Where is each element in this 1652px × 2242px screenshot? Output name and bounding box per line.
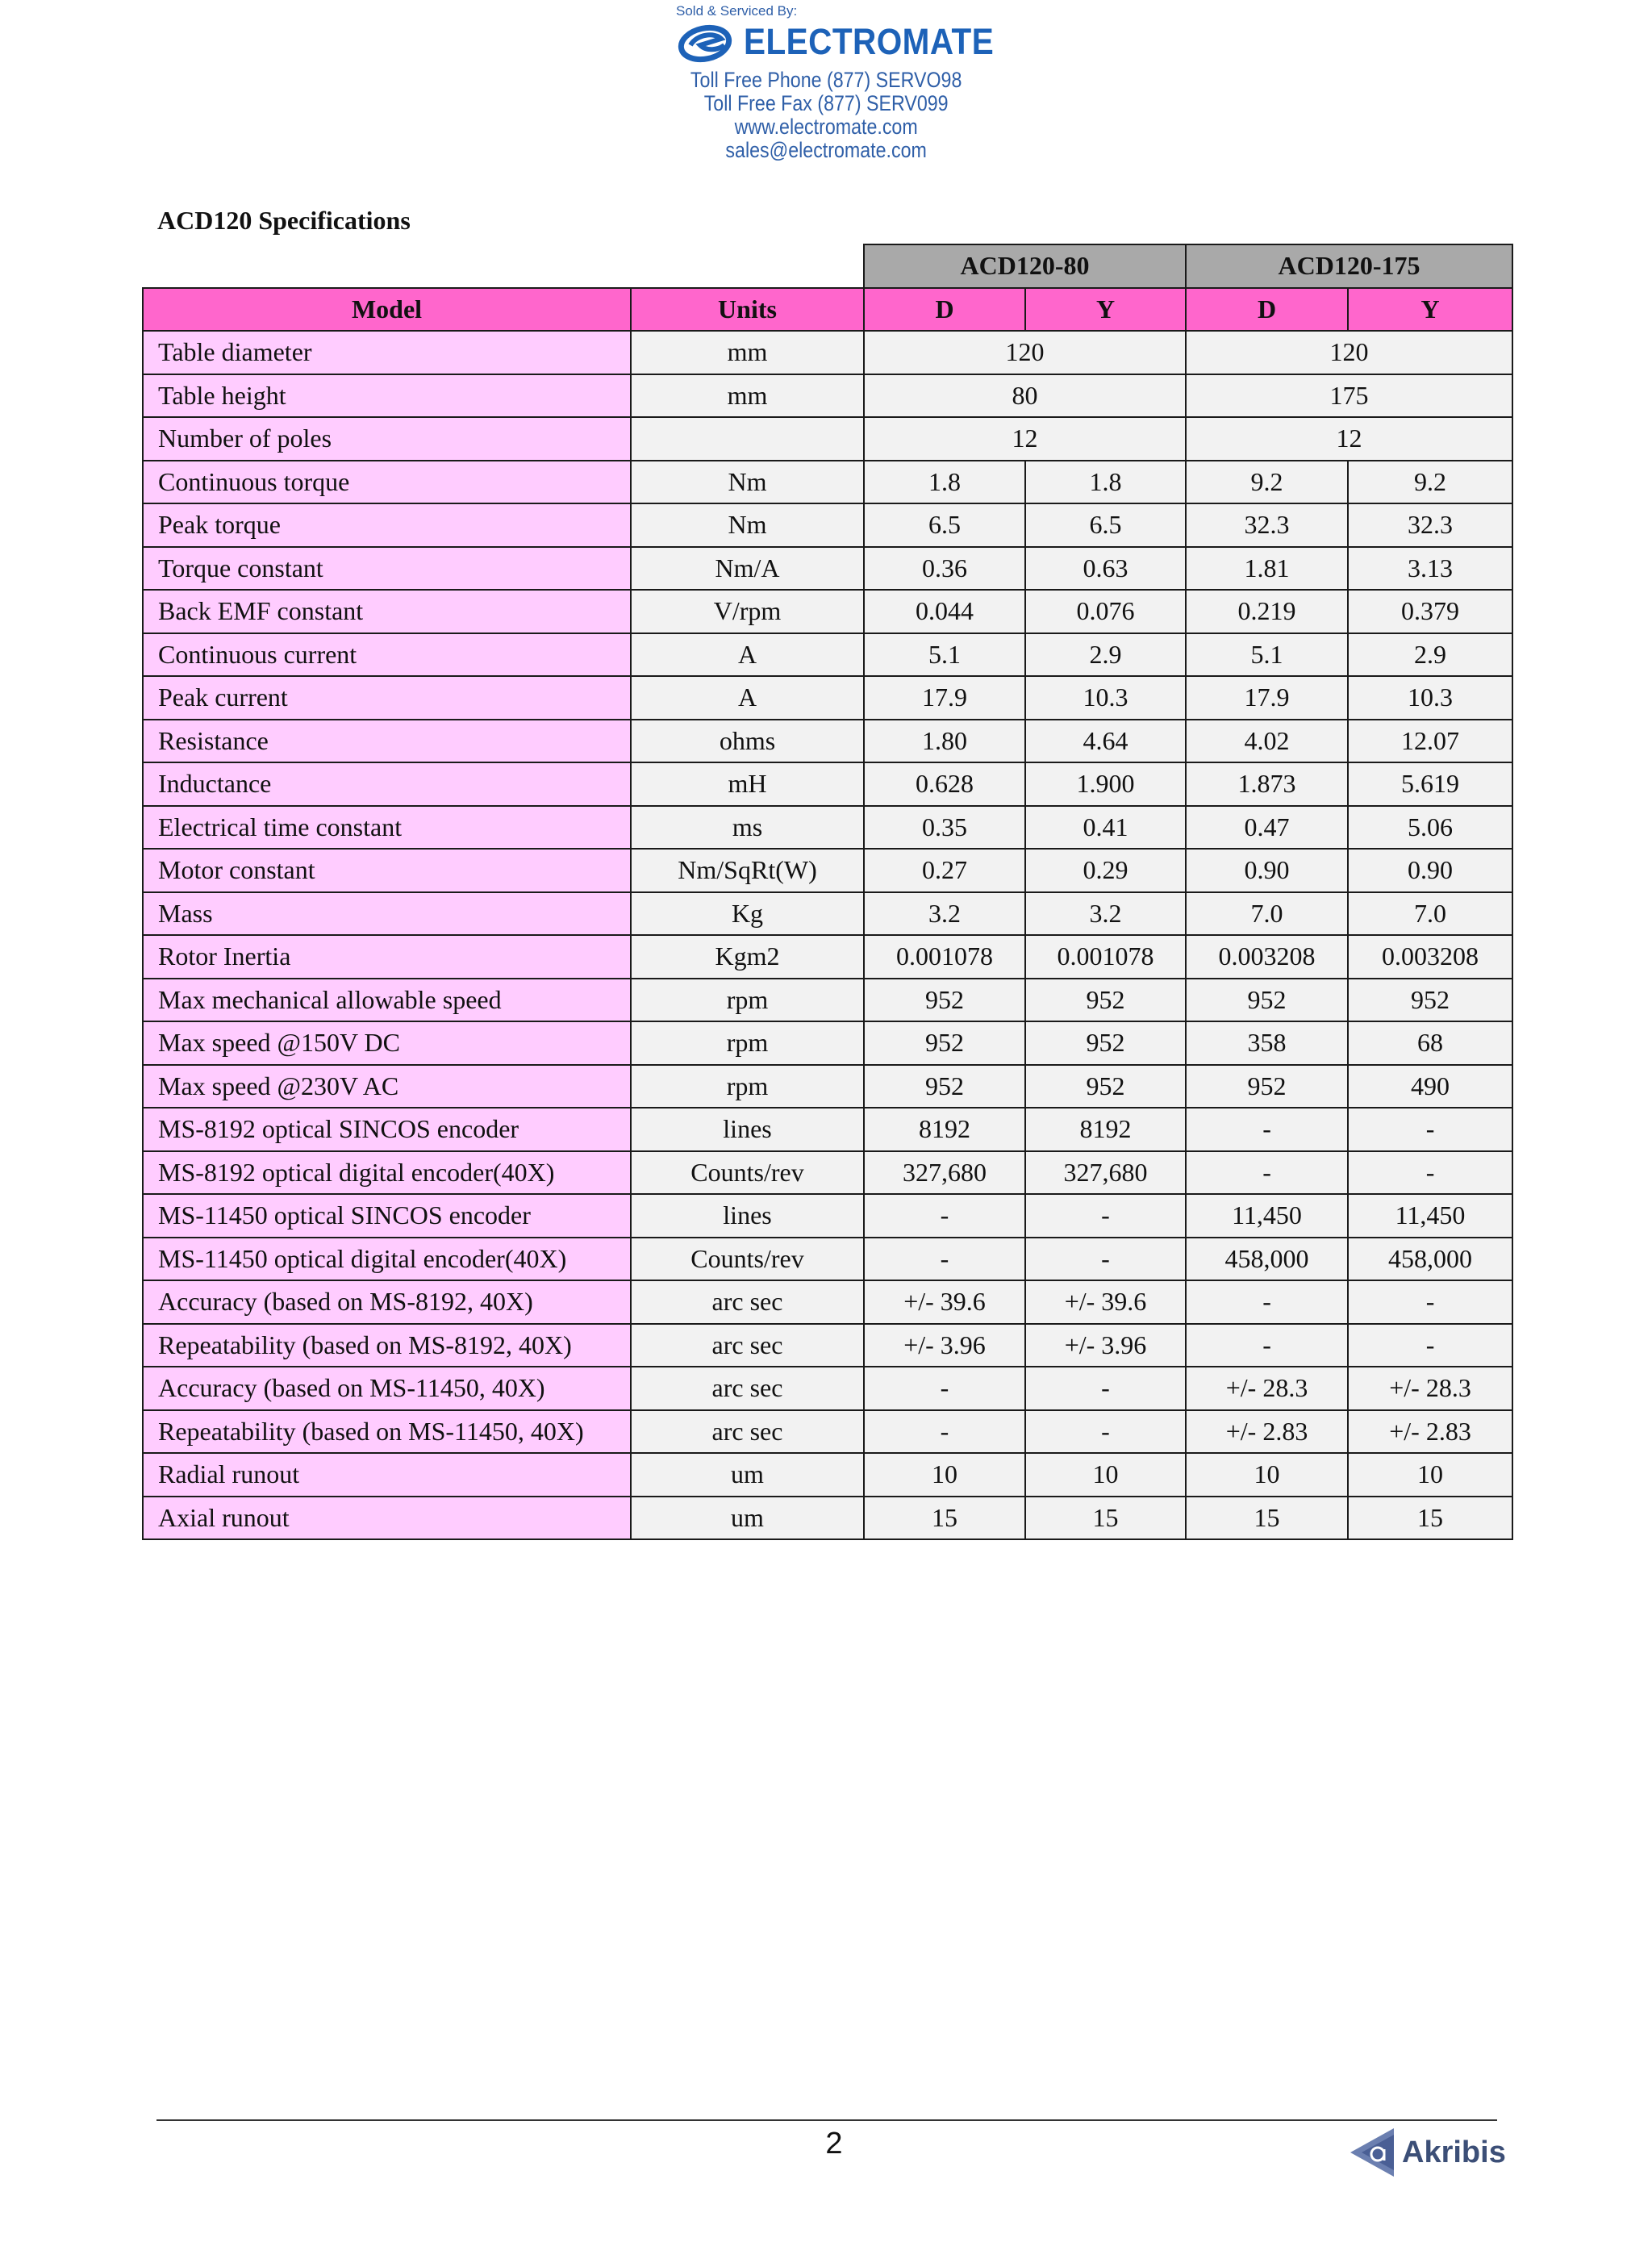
value-cell: 952 — [1186, 1065, 1348, 1108]
akribis-logo — [1347, 2125, 1506, 2180]
value-cell: 12.07 — [1348, 720, 1512, 763]
value-cell: 490 — [1348, 1065, 1512, 1108]
electromate-logo-icon — [676, 21, 737, 63]
table-row — [143, 979, 1512, 1022]
value-cell: 9.2 — [1186, 461, 1348, 504]
table-row — [143, 374, 1512, 418]
table-row — [143, 1194, 1512, 1238]
value-cell: - — [864, 1367, 1025, 1410]
header-units: Units — [631, 288, 864, 332]
value-cell: 0.27 — [864, 849, 1025, 892]
value-cell: 0.003208 — [1186, 935, 1348, 979]
value-cell: - — [1186, 1108, 1348, 1151]
value-cell: 358 — [1186, 1021, 1348, 1065]
blank-corner — [143, 244, 864, 288]
param-name: MS-8192 optical SINCOS encoder — [143, 1108, 631, 1151]
value-cell: 0.044 — [864, 590, 1025, 633]
value-cell: 15 — [1186, 1497, 1348, 1540]
value-cell: 0.90 — [1348, 849, 1512, 892]
value-cell: 0.47 — [1186, 806, 1348, 850]
param-name: Inductance — [143, 762, 631, 806]
value-cell: +/- 28.3 — [1186, 1367, 1348, 1410]
param-unit: mm — [631, 331, 864, 374]
param-name: Table diameter — [143, 331, 631, 374]
header-model: Model — [143, 288, 631, 332]
table-row — [143, 1065, 1512, 1108]
param-unit: um — [631, 1497, 864, 1540]
value-cell: 6.5 — [864, 503, 1025, 547]
value-cell: 10 — [1348, 1453, 1512, 1497]
value-cell: 10.3 — [1025, 676, 1186, 720]
param-unit: Counts/rev — [631, 1238, 864, 1281]
value-cell: - — [1348, 1108, 1512, 1151]
value-cell: 3.2 — [1025, 892, 1186, 936]
value-cell: 10 — [1186, 1453, 1348, 1497]
value-cell: 0.076 — [1025, 590, 1186, 633]
table-row — [143, 331, 1512, 374]
param-name: Number of poles — [143, 417, 631, 461]
value-cell: 0.219 — [1186, 590, 1348, 633]
value-cell: 17.9 — [864, 676, 1025, 720]
param-name: Continuous torque — [143, 461, 631, 504]
header-80-d: D — [864, 288, 1025, 332]
param-name: Rotor Inertia — [143, 935, 631, 979]
toll-free-fax: Toll Free Fax (877) SERV099 — [703, 91, 949, 115]
table-row — [143, 1280, 1512, 1324]
value-cell: 8192 — [1025, 1108, 1186, 1151]
value-cell: 952 — [864, 979, 1025, 1022]
param-name: Table height — [143, 374, 631, 418]
param-unit: A — [631, 676, 864, 720]
param-name: Max mechanical allowable speed — [143, 979, 631, 1022]
table-row — [143, 633, 1512, 677]
param-name: Electrical time constant — [143, 806, 631, 850]
akribis-logo-icon — [1347, 2125, 1399, 2180]
value-cell: 3.2 — [864, 892, 1025, 936]
value-cell: 4.02 — [1186, 720, 1348, 763]
param-name: Peak current — [143, 676, 631, 720]
value-cell: 10 — [864, 1453, 1025, 1497]
value-cell: 15 — [864, 1497, 1025, 1540]
akribis-name: Akribis — [1402, 2135, 1506, 2169]
value-cell: 15 — [1025, 1497, 1186, 1540]
table-row — [143, 1453, 1512, 1497]
value-cell: 8192 — [864, 1108, 1025, 1151]
param-unit: lines — [631, 1108, 864, 1151]
value-cell: 952 — [1348, 979, 1512, 1022]
param-unit: ms — [631, 806, 864, 850]
param-unit: Nm — [631, 461, 864, 504]
value-cell: 1.873 — [1186, 762, 1348, 806]
value-cell: - — [1186, 1324, 1348, 1367]
value-cell: 6.5 — [1025, 503, 1186, 547]
value-cell: 32.3 — [1186, 503, 1348, 547]
param-unit: mm — [631, 374, 864, 418]
param-name: Accuracy (based on MS-8192, 40X) — [143, 1280, 631, 1324]
param-name: Back EMF constant — [143, 590, 631, 633]
value-cell: +/- 3.96 — [1025, 1324, 1186, 1367]
value-cell: 327,680 — [864, 1151, 1025, 1195]
value-cell: - — [1025, 1410, 1186, 1454]
merged-value-cell: 120 — [1186, 331, 1512, 374]
value-cell: 327,680 — [1025, 1151, 1186, 1195]
value-cell: 5.1 — [1186, 633, 1348, 677]
table-row — [143, 1021, 1512, 1065]
table-row — [143, 1324, 1512, 1367]
group-header-acd120-80: ACD120-80 — [864, 244, 1186, 288]
table-row — [143, 1238, 1512, 1281]
value-cell: +/- 2.83 — [1186, 1410, 1348, 1454]
spec-table-body — [143, 331, 1512, 1539]
param-unit: rpm — [631, 1021, 864, 1065]
table-row — [143, 417, 1512, 461]
param-unit: arc sec — [631, 1367, 864, 1410]
value-cell: 5.06 — [1348, 806, 1512, 850]
value-cell: 2.9 — [1348, 633, 1512, 677]
value-cell: - — [1186, 1280, 1348, 1324]
value-cell: 0.41 — [1025, 806, 1186, 850]
value-cell: 3.13 — [1348, 547, 1512, 591]
param-unit: lines — [631, 1194, 864, 1238]
value-cell: 458,000 — [1348, 1238, 1512, 1281]
param-name: Motor constant — [143, 849, 631, 892]
merged-value-cell: 12 — [1186, 417, 1512, 461]
value-cell: 17.9 — [1186, 676, 1348, 720]
value-cell: 2.9 — [1025, 633, 1186, 677]
param-name: Repeatability (based on MS-8192, 40X) — [143, 1324, 631, 1367]
param-name: MS-8192 optical digital encoder(40X) — [143, 1151, 631, 1195]
value-cell: +/- 28.3 — [1348, 1367, 1512, 1410]
value-cell: 0.90 — [1186, 849, 1348, 892]
param-name: Continuous current — [143, 633, 631, 677]
value-cell: 952 — [1025, 1021, 1186, 1065]
value-cell: 9.2 — [1348, 461, 1512, 504]
value-cell: 0.36 — [864, 547, 1025, 591]
value-cell: 1.8 — [864, 461, 1025, 504]
value-cell: - — [864, 1238, 1025, 1281]
value-cell: 5.619 — [1348, 762, 1512, 806]
value-cell: 952 — [1025, 979, 1186, 1022]
param-unit: Nm — [631, 503, 864, 547]
value-cell: 952 — [864, 1021, 1025, 1065]
value-cell: - — [864, 1410, 1025, 1454]
value-cell: 11,450 — [1186, 1194, 1348, 1238]
param-unit: arc sec — [631, 1410, 864, 1454]
param-unit: mH — [631, 762, 864, 806]
table-row — [143, 720, 1512, 763]
param-name: MS-11450 optical digital encoder(40X) — [143, 1238, 631, 1281]
header-80-y: Y — [1025, 288, 1186, 332]
table-row — [143, 503, 1512, 547]
param-unit: Counts/rev — [631, 1151, 864, 1195]
table-row — [143, 590, 1512, 633]
value-cell: 1.8 — [1025, 461, 1186, 504]
table-row — [143, 935, 1512, 979]
param-name: Resistance — [143, 720, 631, 763]
value-cell: 0.001078 — [864, 935, 1025, 979]
value-cell: 32.3 — [1348, 503, 1512, 547]
param-name: Radial runout — [143, 1453, 631, 1497]
value-cell: 5.1 — [864, 633, 1025, 677]
value-cell: - — [864, 1194, 1025, 1238]
sold-by-text: Sold & Serviced By: — [676, 3, 798, 19]
table-row — [143, 676, 1512, 720]
param-name: Torque constant — [143, 547, 631, 591]
table-row — [143, 1410, 1512, 1454]
merged-value-cell: 120 — [864, 331, 1186, 374]
value-cell: 0.628 — [864, 762, 1025, 806]
value-cell: 11,450 — [1348, 1194, 1512, 1238]
value-cell: 7.0 — [1186, 892, 1348, 936]
value-cell: 0.63 — [1025, 547, 1186, 591]
header-175-y: Y — [1348, 288, 1512, 332]
table-row — [143, 806, 1512, 850]
brand-row — [676, 18, 1022, 66]
param-unit: ohms — [631, 720, 864, 763]
value-cell: 1.900 — [1025, 762, 1186, 806]
column-header-row — [143, 288, 1512, 332]
toll-free-phone: Toll Free Phone (877) SERVO98 — [690, 68, 962, 92]
param-unit: Kgm2 — [631, 935, 864, 979]
table-row — [143, 1367, 1512, 1410]
value-cell: 4.64 — [1025, 720, 1186, 763]
value-cell: 0.379 — [1348, 590, 1512, 633]
value-cell: 0.003208 — [1348, 935, 1512, 979]
table-row — [143, 461, 1512, 504]
value-cell: - — [1025, 1194, 1186, 1238]
footer-divider — [156, 2119, 1497, 2121]
table-row — [143, 849, 1512, 892]
param-name: Repeatability (based on MS-11450, 40X) — [143, 1410, 631, 1454]
value-cell: 0.29 — [1025, 849, 1186, 892]
value-cell: 0.001078 — [1025, 935, 1186, 979]
table-row — [143, 762, 1512, 806]
param-unit: Kg — [631, 892, 864, 936]
merged-value-cell: 12 — [864, 417, 1186, 461]
website-link[interactable]: www.electromate.com — [734, 115, 918, 139]
value-cell: 10 — [1025, 1453, 1186, 1497]
table-row — [143, 1108, 1512, 1151]
param-unit: rpm — [631, 1065, 864, 1108]
value-cell: - — [1348, 1151, 1512, 1195]
spec-table — [142, 244, 1513, 1540]
param-unit: arc sec — [631, 1324, 864, 1367]
table-row — [143, 547, 1512, 591]
table-row — [143, 1497, 1512, 1540]
merged-value-cell: 80 — [864, 374, 1186, 418]
param-unit: um — [631, 1453, 864, 1497]
param-unit: arc sec — [631, 1280, 864, 1324]
value-cell: 952 — [1025, 1065, 1186, 1108]
param-unit: Nm/A — [631, 547, 864, 591]
group-header-acd120-175: ACD120-175 — [1186, 244, 1512, 288]
param-name: Peak torque — [143, 503, 631, 547]
value-cell: - — [1025, 1238, 1186, 1281]
value-cell: - — [1025, 1367, 1186, 1410]
value-cell: 7.0 — [1348, 892, 1512, 936]
value-cell: +/- 2.83 — [1348, 1410, 1512, 1454]
param-name: Mass — [143, 892, 631, 936]
merged-value-cell: 175 — [1186, 374, 1512, 418]
value-cell: +/- 39.6 — [864, 1280, 1025, 1324]
value-cell: +/- 3.96 — [864, 1324, 1025, 1367]
param-unit: rpm — [631, 979, 864, 1022]
value-cell: - — [1186, 1151, 1348, 1195]
table-row — [143, 1151, 1512, 1195]
value-cell: 1.80 — [864, 720, 1025, 763]
value-cell: - — [1348, 1324, 1512, 1367]
param-unit: V/rpm — [631, 590, 864, 633]
brand-name: ELECTROMATE — [744, 21, 995, 62]
value-cell: - — [1348, 1280, 1512, 1324]
param-unit: Nm/SqRt(W) — [631, 849, 864, 892]
value-cell: 952 — [1186, 979, 1348, 1022]
param-name: Max speed @150V DC — [143, 1021, 631, 1065]
value-cell: 68 — [1348, 1021, 1512, 1065]
page-number: 2 — [825, 2127, 843, 2161]
param-unit: A — [631, 633, 864, 677]
value-cell: 458,000 — [1186, 1238, 1348, 1281]
param-name: Max speed @230V AC — [143, 1065, 631, 1108]
value-cell: 10.3 — [1348, 676, 1512, 720]
value-cell: 952 — [864, 1065, 1025, 1108]
table-row — [143, 892, 1512, 936]
page-title: ACD120 Specifications — [157, 206, 411, 235]
group-header-row — [143, 244, 1512, 288]
value-cell: 1.81 — [1186, 547, 1348, 591]
value-cell: 0.35 — [864, 806, 1025, 850]
value-cell: 15 — [1348, 1497, 1512, 1540]
param-name: MS-11450 optical SINCOS encoder — [143, 1194, 631, 1238]
param-unit — [631, 417, 864, 461]
email-link[interactable]: sales@electromate.com — [725, 138, 927, 162]
value-cell: +/- 39.6 — [1025, 1280, 1186, 1324]
header-175-d: D — [1186, 288, 1348, 332]
param-name: Axial runout — [143, 1497, 631, 1540]
param-name: Accuracy (based on MS-11450, 40X) — [143, 1367, 631, 1410]
